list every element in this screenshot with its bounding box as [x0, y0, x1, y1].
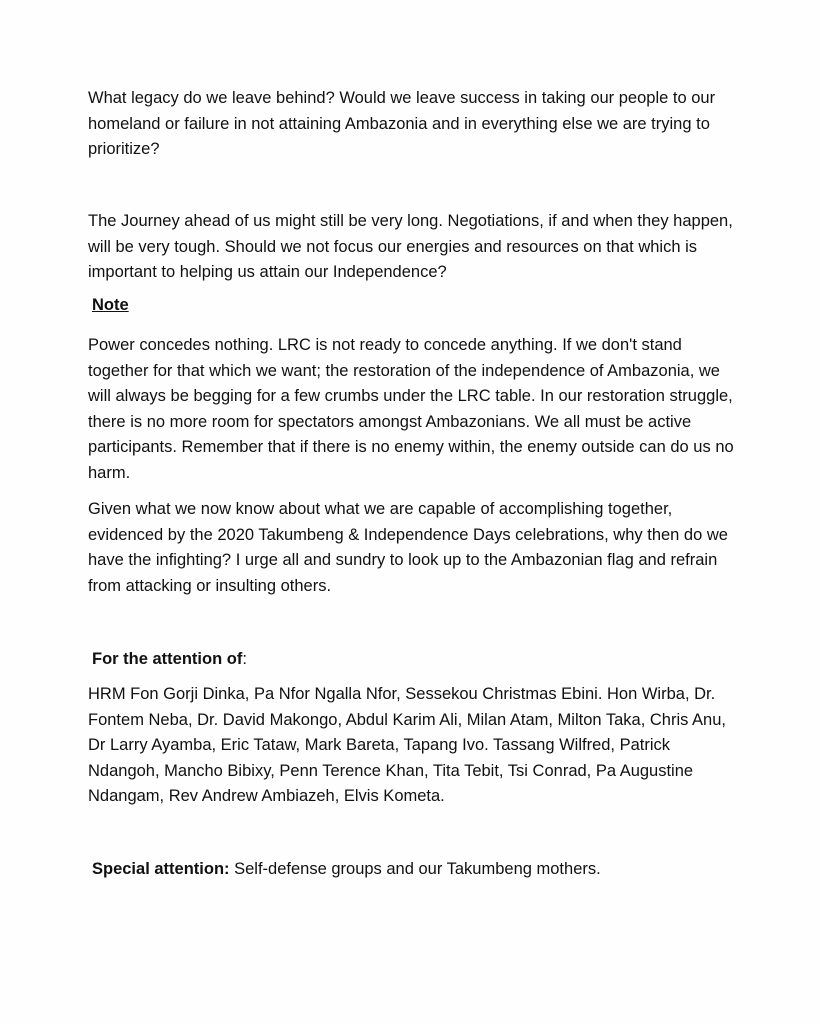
paragraph-given-what-we-know: Given what we now know about what we are capable of accomplishing together, evidenced by the 2020 Takumbeng & Independence Days celebrations, why then do we have the infighting? I urge all and sundry to look up to the Ambazonian flag and refrain from attacking or insulting others. — [88, 500, 728, 595]
attention-label: For the attention of — [92, 650, 243, 668]
special-attention-text: Self-defense groups and our Takumbeng mothers. — [229, 860, 601, 878]
paragraph-legacy: What legacy do we leave behind? Would we leave success in taking our people to our homeland or failure in not attaining Ambazonia and in everything else we are trying to prioritize? — [88, 89, 716, 158]
special-attention-line — [92, 857, 742, 883]
note-heading: Note — [92, 296, 129, 314]
attention-heading — [92, 647, 742, 673]
paragraph-journey: The Journey ahead of us might still be very long. Negotiations, if and when they happen, will be very tough. Should we not focus our energies and resources on that which is important to helping us attain our Independence? — [88, 212, 733, 281]
attention-list: HRM Fon Gorji Dinka, Pa Nfor Ngalla Nfor, Sessekou Christmas Ebini. Hon Wirba, Dr. Fontem Neba, Dr. David Makongo, Abdul Karim Ali, Milan Atam, Milton Taka, Chris Anu, Dr Larry Ayamba, Eric Tataw, Mark Bareta, Tapang Ivo. Tassang Wilfred, Patrick Ndangoh, Mancho Bibixy, Penn Terence Khan, Tita Tebit, Tsi Conrad, Pa Augustine Ndangam, Rev Andrew Ambiazeh, Elvis Kometa. — [88, 685, 726, 805]
paragraph-power-concedes: Power concedes nothing. LRC is not ready to concede anything. If we don't stand together for that which we want; the restoration of the independence of Ambazonia, we will always be begging for a few crumbs under the LRC table. In our restoration struggle, there is no more room for spectators amongst Ambazonians. We all must be active participants. Remember that if there is no enemy within, the enemy outside can do us no harm. — [88, 336, 734, 482]
attention-colon: : — [242, 650, 247, 668]
special-attention-label: Special attention: — [92, 860, 230, 878]
